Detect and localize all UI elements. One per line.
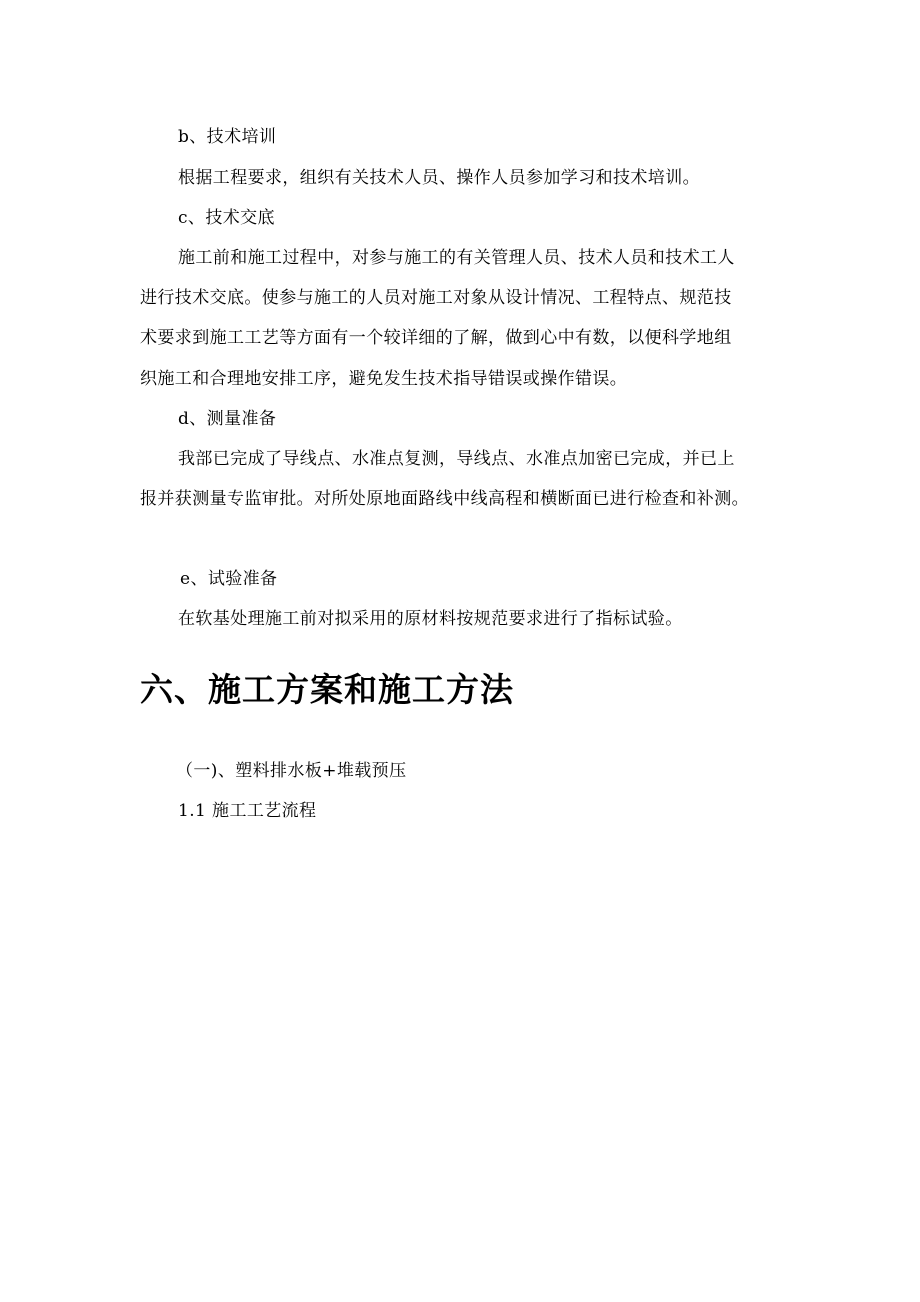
item-title: 1.1 施工工艺流程 [178, 801, 317, 821]
section-c-line-2: 进行技术交底。使参与施工的人员对施工对象从设计情况、工程特点、规范技 [140, 288, 732, 308]
section-c-line-3: 术要求到施工工艺等方面有一个较详细的了解，做到心中有数，以便科学地组 [140, 328, 732, 348]
section-e-title: e、试验准备 [180, 569, 278, 589]
section-b-text: 根据工程要求，组织有关技术人员、操作人员参加学习和技术培训。 [178, 168, 700, 188]
section-d-line-2: 报并获测量专监审批。对所处原地面路线中线高程和横断面已进行检查和补测。 [140, 489, 749, 509]
chapter-heading: 六、施工方案和施工方法 [140, 670, 514, 709]
section-d-line-1: 我部已完成了导线点、水准点复测，导线点、水准点加密已完成，并已上 [178, 449, 735, 469]
section-e-text: 在软基处理施工前对拟采用的原材料按规范要求进行了指标试验。 [178, 609, 683, 629]
section-c-line-1: 施工前和施工过程中，对参与施工的有关管理人员、技术人员和技术工人 [178, 248, 735, 268]
subsection-title: （一)、塑料排水板+堆载预压 [176, 761, 407, 781]
section-d-title: d、测量准备 [178, 409, 277, 429]
section-c-title: c、技术交底 [178, 208, 275, 228]
section-c-line-4: 织施工和合理地安排工序，避免发生技术指导错误或操作错误。 [140, 369, 628, 389]
section-b-title: b、技术培训 [178, 127, 277, 147]
